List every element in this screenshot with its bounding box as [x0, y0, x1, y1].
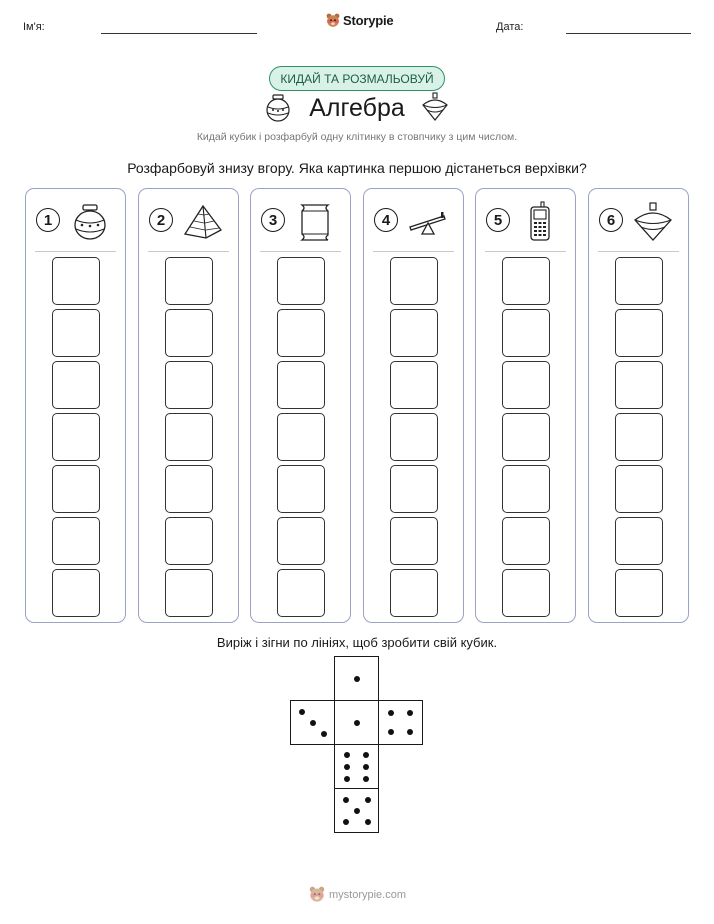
column-number: 6	[599, 208, 623, 232]
pip	[344, 752, 350, 758]
column-number: 3	[261, 208, 285, 232]
column-header	[364, 189, 463, 251]
color-cell[interactable]	[52, 361, 100, 409]
color-cell[interactable]	[502, 257, 550, 305]
color-cell[interactable]	[390, 465, 438, 513]
color-cell[interactable]	[277, 309, 325, 357]
color-cell[interactable]	[52, 257, 100, 305]
color-cell[interactable]	[52, 517, 100, 565]
color-cell[interactable]	[390, 569, 438, 617]
page-title: Алгебра	[309, 94, 405, 122]
color-cell[interactable]	[277, 413, 325, 461]
column-divider	[373, 251, 454, 252]
date-label: Дата:	[496, 21, 524, 33]
color-cell[interactable]	[165, 465, 213, 513]
storypie-bear-logo-icon	[326, 13, 340, 28]
pip	[310, 720, 316, 726]
column-number: 2	[149, 208, 173, 232]
brand-logo	[326, 13, 393, 28]
name-label: Ім'я:	[23, 21, 45, 33]
brand-name: Storypie	[343, 13, 394, 28]
color-cell[interactable]	[615, 517, 663, 565]
column-number: 4	[374, 208, 398, 232]
color-cell[interactable]	[390, 257, 438, 305]
color-cell[interactable]	[277, 257, 325, 305]
pip	[354, 676, 360, 682]
cube-face-1	[334, 700, 379, 745]
color-cell[interactable]	[502, 517, 550, 565]
color-cell[interactable]	[277, 465, 325, 513]
seesaw-icon	[407, 200, 449, 242]
color-cell[interactable]	[390, 517, 438, 565]
cube-face-3	[290, 700, 335, 745]
pip	[343, 819, 349, 825]
instruction-text: Розфарбовуй знизу вгору. Яка картинка першою дістанеться верхівки?	[127, 160, 587, 176]
column-header	[139, 189, 238, 251]
column-4	[363, 188, 464, 623]
spinning-top-icon	[421, 92, 449, 122]
pip	[365, 819, 371, 825]
color-cell[interactable]	[502, 465, 550, 513]
column-header	[26, 189, 125, 251]
date-line	[566, 33, 691, 34]
phone-icon	[519, 200, 561, 242]
pip	[363, 752, 369, 758]
color-cell[interactable]	[165, 361, 213, 409]
column-divider	[35, 251, 116, 252]
pip	[365, 797, 371, 803]
color-cell[interactable]	[615, 569, 663, 617]
column-3	[250, 188, 351, 623]
color-cell[interactable]	[615, 361, 663, 409]
color-cell[interactable]	[165, 517, 213, 565]
pyramid-icon	[182, 200, 224, 242]
color-cell[interactable]	[615, 257, 663, 305]
pip	[354, 808, 360, 814]
pip	[299, 709, 305, 715]
column-5	[475, 188, 576, 623]
column-number: 1	[36, 208, 60, 232]
color-cell[interactable]	[502, 413, 550, 461]
footer-url: mystorypie.com	[329, 888, 407, 901]
column-6	[588, 188, 689, 623]
column-divider	[148, 251, 229, 252]
color-cell[interactable]	[390, 309, 438, 357]
column-1	[25, 188, 126, 623]
column-divider	[598, 251, 679, 252]
pip	[407, 729, 413, 735]
storypie-bear-logo-icon	[309, 886, 325, 903]
pip	[344, 764, 350, 770]
column-header	[251, 189, 350, 251]
column-divider	[260, 251, 341, 252]
pip	[407, 710, 413, 716]
footer	[309, 886, 406, 903]
color-cell[interactable]	[277, 361, 325, 409]
color-cell[interactable]	[165, 413, 213, 461]
pip	[354, 720, 360, 726]
color-cell[interactable]	[615, 309, 663, 357]
color-cell[interactable]	[502, 569, 550, 617]
pip	[343, 797, 349, 803]
color-cell[interactable]	[165, 309, 213, 357]
column-divider	[485, 251, 566, 252]
activity-badge: КИДАЙ ТА РОЗМАЛЬОВУЙ	[269, 66, 445, 91]
color-cell[interactable]	[52, 465, 100, 513]
color-cell[interactable]	[277, 569, 325, 617]
cube-face-4	[378, 700, 423, 745]
color-cell[interactable]	[277, 517, 325, 565]
color-cell[interactable]	[52, 309, 100, 357]
column-header	[589, 189, 688, 251]
pip	[388, 710, 394, 716]
column-number: 5	[486, 208, 510, 232]
pip	[363, 764, 369, 770]
page-subtitle: Кидай кубик і розфарбуй одну клітинку в стовпчику з цим числом.	[196, 131, 518, 143]
color-cell[interactable]	[390, 361, 438, 409]
pip	[321, 731, 327, 737]
color-cell[interactable]	[502, 309, 550, 357]
name-line	[101, 33, 257, 34]
color-cell[interactable]	[52, 569, 100, 617]
cube-face-1	[334, 656, 379, 701]
cube-instruction: Виріж і зігни по лініях, щоб зробити свій кубик.	[216, 635, 498, 650]
pot-icon	[69, 200, 111, 242]
color-cell[interactable]	[615, 413, 663, 461]
spinning-top-icon	[632, 200, 674, 242]
color-cell[interactable]	[52, 413, 100, 461]
column-2	[138, 188, 239, 623]
pip	[344, 776, 350, 782]
color-cell[interactable]	[502, 361, 550, 409]
cube-face-5	[334, 788, 379, 833]
scroll-icon	[294, 200, 336, 242]
color-cell[interactable]	[165, 257, 213, 305]
color-cell[interactable]	[390, 413, 438, 461]
cube-face-6	[334, 744, 379, 789]
pip	[363, 776, 369, 782]
pip	[388, 729, 394, 735]
color-cell[interactable]	[165, 569, 213, 617]
color-cell[interactable]	[615, 465, 663, 513]
column-header	[476, 189, 575, 251]
